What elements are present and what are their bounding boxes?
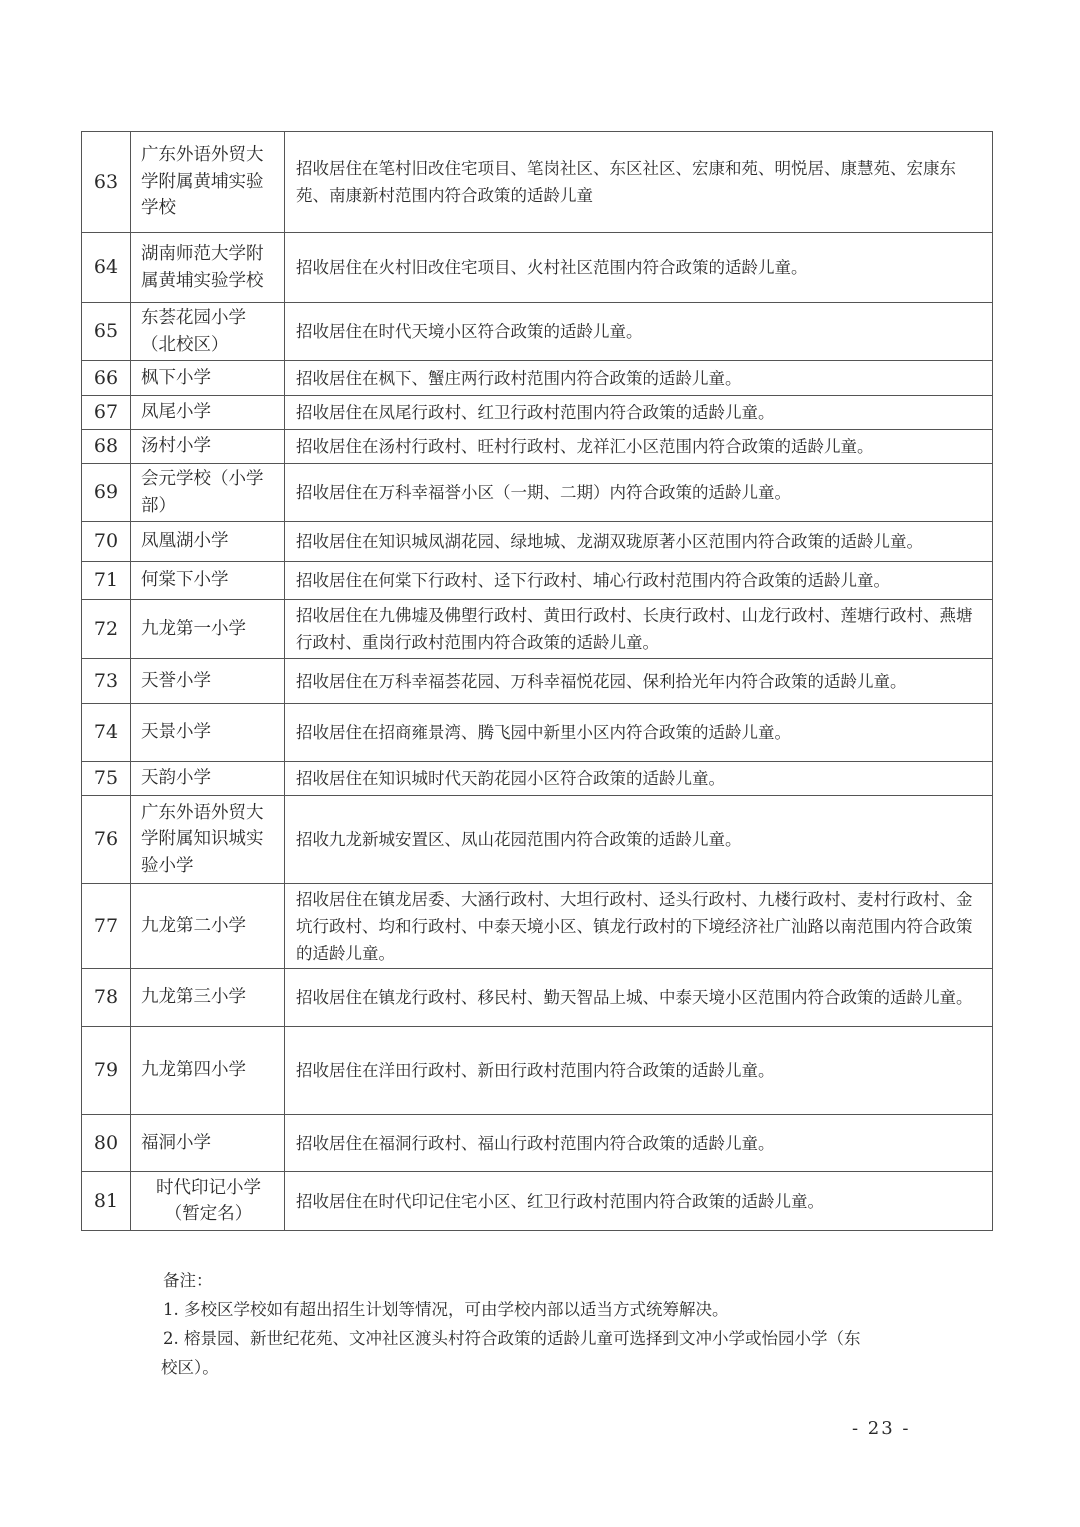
row-number: 64	[82, 233, 131, 303]
enrollment-rule: 招收九龙新城安置区、凤山花园范围内符合政策的适龄儿童。	[285, 796, 993, 884]
table-row	[82, 1115, 993, 1172]
note-item: 2. 榕景园、新世纪花苑、文冲社区渡头村符合政策的适龄儿童可选择到文冲小学或怡园小学（东	[163, 1329, 861, 1348]
table-row	[82, 884, 993, 969]
enrollment-rule: 招收居住在时代天境小区符合政策的适龄儿童。	[285, 303, 993, 361]
table-row	[82, 430, 993, 464]
note-item: 1. 多校区学校如有超出招生计划等情况，可由学校内部以适当方式统筹解决。	[163, 1300, 729, 1319]
row-number: 71	[82, 562, 131, 600]
page-number: - 23 -	[852, 1418, 911, 1439]
table-row	[82, 762, 993, 796]
table-row	[82, 1027, 993, 1115]
school-name: 会元学校（小学部）	[131, 464, 285, 522]
school-name: 天韵小学	[131, 762, 285, 796]
enrollment-rule: 招收居住在九佛墟及佛塱行政村、黄田行政村、长庚行政村、山龙行政村、莲塘行政村、燕塘行政村、重岗行政村范围内符合政策的适龄儿童。	[285, 600, 993, 659]
enrollment-rule: 招收居住在知识城凤湖花园、绿地城、龙湖双珑原著小区范围内符合政策的适龄儿童。	[285, 522, 993, 562]
table-row	[82, 132, 993, 233]
school-name: 九龙第三小学	[131, 969, 285, 1027]
row-number: 80	[82, 1115, 131, 1172]
school-name: 凤尾小学	[131, 396, 285, 430]
enrollment-rule: 招收居住在时代印记住宅小区、红卫行政村范围内符合政策的适龄儿童。	[285, 1172, 993, 1231]
row-number: 69	[82, 464, 131, 522]
enrollment-rule: 招收居住在凤尾行政村、红卫行政村范围内符合政策的适龄儿童。	[285, 396, 993, 430]
school-name: 枫下小学	[131, 361, 285, 396]
school-name: 何棠下小学	[131, 562, 285, 600]
row-number: 77	[82, 884, 131, 969]
row-number: 72	[82, 600, 131, 659]
table-row	[82, 659, 993, 704]
enrollment-rule: 招收居住在笔村旧改住宅项目、笔岗社区、东区社区、宏康和苑、明悦居、康慧苑、宏康东苑、南康新村范围内符合政策的适龄儿童	[285, 132, 993, 233]
school-name: 广东外语外贸大学附属黄埔实验学校	[131, 132, 285, 233]
table-row	[82, 233, 993, 303]
school-name: 凤凰湖小学	[131, 522, 285, 562]
row-number: 79	[82, 1027, 131, 1115]
table-row	[82, 600, 993, 659]
row-number: 67	[82, 396, 131, 430]
row-number: 73	[82, 659, 131, 704]
enrollment-rule: 招收居住在万科幸福荟花园、万科幸福悦花园、保利拾光年内符合政策的适龄儿童。	[285, 659, 993, 704]
enrollment-rule: 招收居住在福洞行政村、福山行政村范围内符合政策的适龄儿童。	[285, 1115, 993, 1172]
enrollment-rule: 招收居住在汤村行政村、旺村行政村、龙祥汇小区范围内符合政策的适龄儿童。	[285, 430, 993, 464]
row-number: 63	[82, 132, 131, 233]
table-row	[82, 969, 993, 1027]
school-name: 天誉小学	[131, 659, 285, 704]
row-number: 68	[82, 430, 131, 464]
enrollment-rule: 招收居住在洋田行政村、新田行政村范围内符合政策的适龄儿童。	[285, 1027, 993, 1115]
school-name: 九龙第四小学	[131, 1027, 285, 1115]
table-row	[82, 704, 993, 762]
row-number: 74	[82, 704, 131, 762]
table-row	[82, 303, 993, 361]
enrollment-rule: 招收居住在镇龙行政村、移民村、勤天智品上城、中泰天境小区范围内符合政策的适龄儿童。	[285, 969, 993, 1027]
enrollment-rule: 招收居住在知识城时代天韵花园小区符合政策的适龄儿童。	[285, 762, 993, 796]
enrollment-rule: 招收居住在招商雍景湾、腾飞园中新里小区内符合政策的适龄儿童。	[285, 704, 993, 762]
note-item: 校区）。	[161, 1358, 219, 1377]
enrollment-rule: 招收居住在火村旧改住宅项目、火村社区范围内符合政策的适龄儿童。	[285, 233, 993, 303]
table-row	[82, 522, 993, 562]
row-number: 81	[82, 1172, 131, 1231]
school-name: 九龙第二小学	[131, 884, 285, 969]
table-row	[82, 361, 993, 396]
notes-section	[163, 1266, 943, 1382]
school-name: 天景小学	[131, 704, 285, 762]
notes-heading: 备注：	[163, 1271, 213, 1290]
school-enrollment-table	[81, 131, 993, 1231]
school-name: 广东外语外贸大学附属知识城实验小学	[131, 796, 285, 884]
row-number: 66	[82, 361, 131, 396]
row-number: 76	[82, 796, 131, 884]
table-row	[82, 796, 993, 884]
row-number: 75	[82, 762, 131, 796]
table-row	[82, 396, 993, 430]
school-name: 东荟花园小学（北校区）	[131, 303, 285, 361]
enrollment-rule: 招收居住在枫下、蟹庄两行政村范围内符合政策的适龄儿童。	[285, 361, 993, 396]
enrollment-rule: 招收居住在镇龙居委、大涵行政村、大坦行政村、迳头行政村、九楼行政村、麦村行政村、金坑行政村、均和行政村、中泰天境小区、镇龙行政村的下境经济社广汕路以南范围内符合政策的适龄儿童。	[285, 884, 993, 969]
enrollment-rule: 招收居住在何棠下行政村、迳下行政村、埔心行政村范围内符合政策的适龄儿童。	[285, 562, 993, 600]
row-number: 70	[82, 522, 131, 562]
school-name: 湖南师范大学附属黄埔实验学校	[131, 233, 285, 303]
school-name: 九龙第一小学	[131, 600, 285, 659]
table-row	[82, 1172, 993, 1231]
school-name: 时代印记小学（暂定名）	[131, 1172, 285, 1231]
table-row	[82, 464, 993, 522]
table-row	[82, 562, 993, 600]
school-name: 汤村小学	[131, 430, 285, 464]
row-number: 65	[82, 303, 131, 361]
row-number: 78	[82, 969, 131, 1027]
enrollment-rule: 招收居住在万科幸福誉小区（一期、二期）内符合政策的适龄儿童。	[285, 464, 993, 522]
school-name: 福洞小学	[131, 1115, 285, 1172]
